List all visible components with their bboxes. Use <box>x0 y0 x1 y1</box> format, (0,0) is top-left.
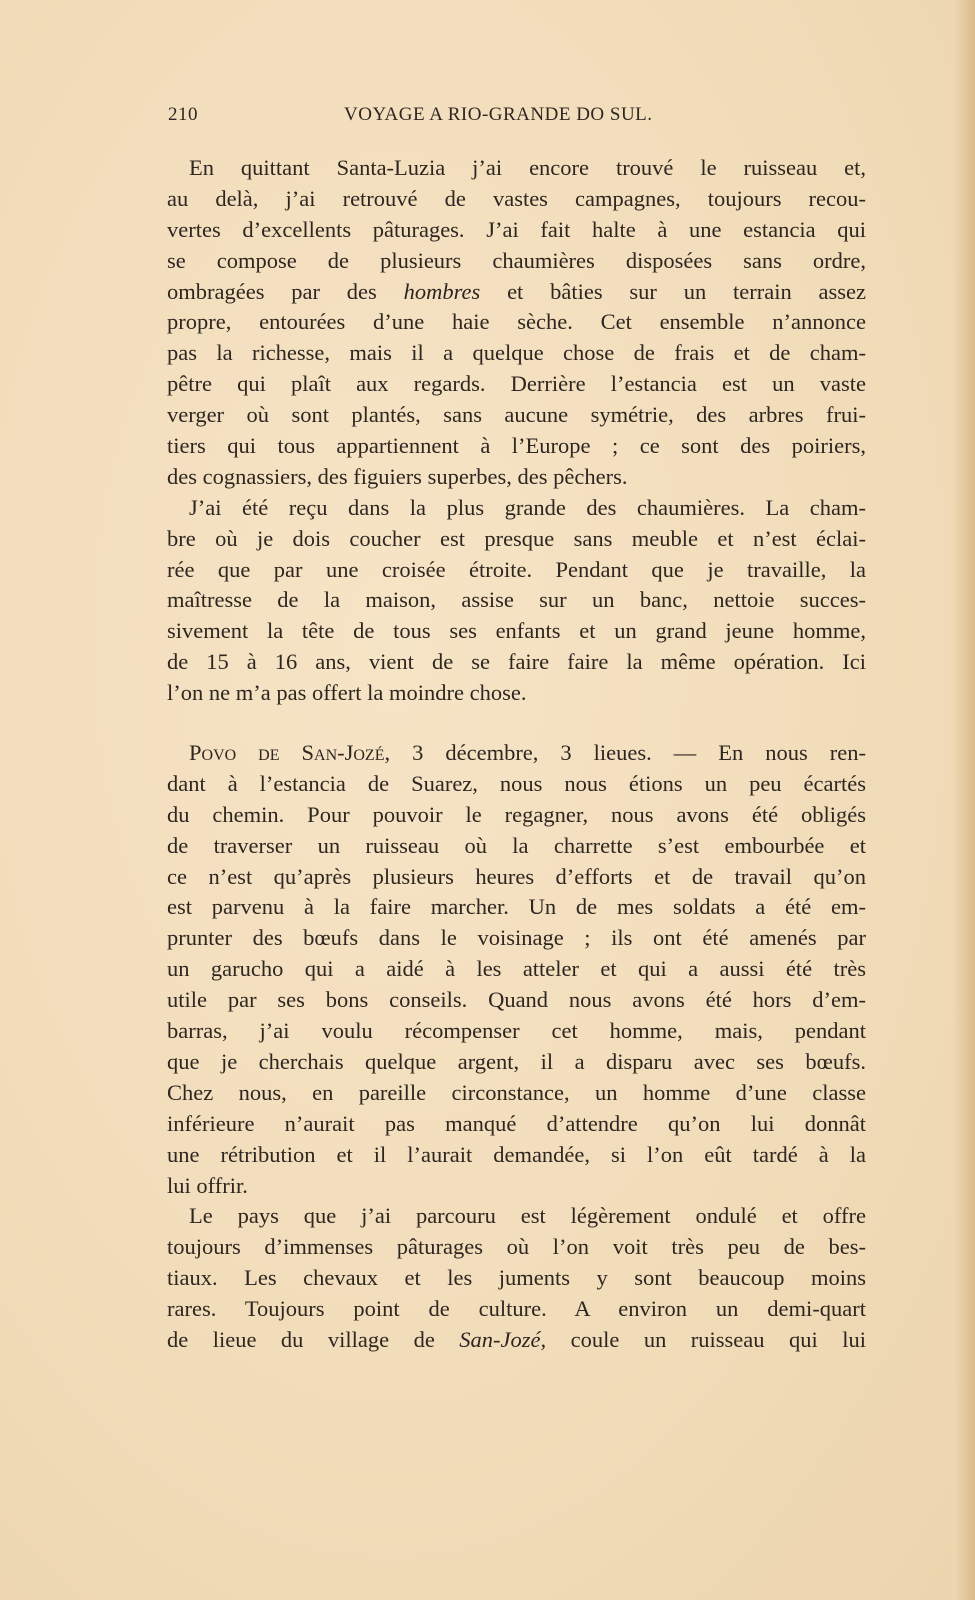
text-span: , 3 décembre, 3 lieues. — En nous ren- <box>384 740 866 766</box>
text-line: En quittant Santa-Luzia j’ai encore trouvé le ruisseau et, <box>189 155 866 180</box>
text-line: dant à l’estancia de Suarez, nous nous étions un peu écartés <box>167 770 866 796</box>
text-span: coule un ruisseau qui lui <box>546 1326 866 1352</box>
paragraph <box>167 738 866 1201</box>
text-line: barras, j’ai voulu récompenser cet homme, mais, pendant <box>167 1018 866 1044</box>
italic-text: San-Jozé, <box>459 1326 547 1352</box>
text-line: est parvenu à la faire marcher. Un de mes soldats a été em- <box>167 894 866 920</box>
text-line: sivement la tête de tous ses enfants et un grand jeune homme, <box>167 618 866 644</box>
text-line: l’on ne m’a pas offert la moindre chose. <box>167 680 527 706</box>
text-line: ce n’est qu’après plusieurs heures d’efforts et de travail qu’on <box>167 863 866 889</box>
text-line: prunter des bœufs dans le voisinage ; ils ont été amenés par <box>167 925 866 951</box>
body-text <box>167 153 866 1356</box>
text-line: tiers qui tous appartiennent à l’Europe ; ce sont des poiriers, <box>167 433 866 459</box>
text-line: Chez nous, en pareille circonstance, un homme d’une classe <box>167 1079 866 1105</box>
page-number: 210 <box>168 104 198 125</box>
text-line: propre, entourées d’une haie sèche. Cet ensemble n’annonce <box>167 309 866 335</box>
page-edge <box>953 0 975 1600</box>
text-line: une rétribution et il l’aurait demandée, si l’on eût tardé à la <box>167 1141 866 1167</box>
text-line: J’ai été reçu dans la plus grande des chaumières. La cham- <box>189 494 866 520</box>
text-line: Le pays que j’ai parcouru est légèrement ondulé et offre <box>189 1203 866 1229</box>
text-line: rée que par une croisée étroite. Pendant que je travaille, la <box>167 556 866 582</box>
paragraph <box>167 1201 866 1355</box>
text-line: se compose de plusieurs chaumières disposées sans ordre, <box>167 247 866 273</box>
small-caps-text: Povo de San-Jozé <box>189 740 385 766</box>
text-span: ombragées par des <box>167 278 404 304</box>
italic-text: hombres <box>403 278 481 304</box>
paragraph-gap <box>167 709 866 738</box>
text-line: tiaux. Les chevaux et les juments y sont beaucoup moins <box>167 1265 866 1291</box>
text-line: inférieure n’aurait pas manqué d’attendre qu’on lui donnât <box>167 1110 866 1136</box>
text-line: verger où sont plantés, sans aucune symétrie, des arbres frui- <box>167 402 866 428</box>
text-line <box>167 1325 866 1356</box>
text-line: utile par ses bons conseils. Quand nous avons été hors d’em- <box>167 987 866 1013</box>
paragraph <box>167 493 866 709</box>
text-line: maîtresse de la maison, assise sur un banc, nettoie succes- <box>167 587 866 613</box>
text-line: bre où je dois coucher est presque sans meuble et n’est éclai- <box>167 525 866 551</box>
text-span: et bâties sur un terrain assez <box>480 278 866 304</box>
text-line: pas la richesse, mais il a quelque chose de frais et de cham- <box>167 340 866 366</box>
paragraph <box>167 153 866 493</box>
text-line: un garucho qui a aidé à les atteler et qui a aussi été très <box>167 956 866 982</box>
text-line: de 15 à 16 ans, vient de se faire faire la même opération. Ici <box>167 649 866 675</box>
text-line: vertes d’excellents pâturages. J’ai fait halte à une estancia qui <box>167 216 866 242</box>
running-title: VOYAGE A RIO-GRANDE DO SUL. <box>344 104 653 125</box>
text-line: du chemin. Pour pouvoir le regagner, nous avons été obligés <box>167 801 866 827</box>
text-line: lui offrir. <box>167 1172 248 1198</box>
text-line <box>167 738 866 769</box>
text-line: pêtre qui plaît aux regards. Derrière l’estancia est un vaste <box>167 371 866 397</box>
text-line: que je cherchais quelque argent, il a disparu avec ses bœufs. <box>167 1048 866 1074</box>
text-line: rares. Toujours point de culture. A environ un demi-quart <box>167 1296 866 1322</box>
running-header <box>168 100 866 130</box>
text-line: de traverser un ruisseau où la charrette s’est embourbée et <box>167 832 866 858</box>
text-line: au delà, j’ai retrouvé de vastes campagnes, toujours recou- <box>167 185 866 211</box>
text-line <box>167 277 866 308</box>
text-line: toujours d’immenses pâturages où l’on voit très peu de bes- <box>167 1234 866 1260</box>
text-line: des cognassiers, des figuiers superbes, des pêchers. <box>167 463 628 489</box>
text-span: de lieue du village de <box>167 1326 460 1352</box>
